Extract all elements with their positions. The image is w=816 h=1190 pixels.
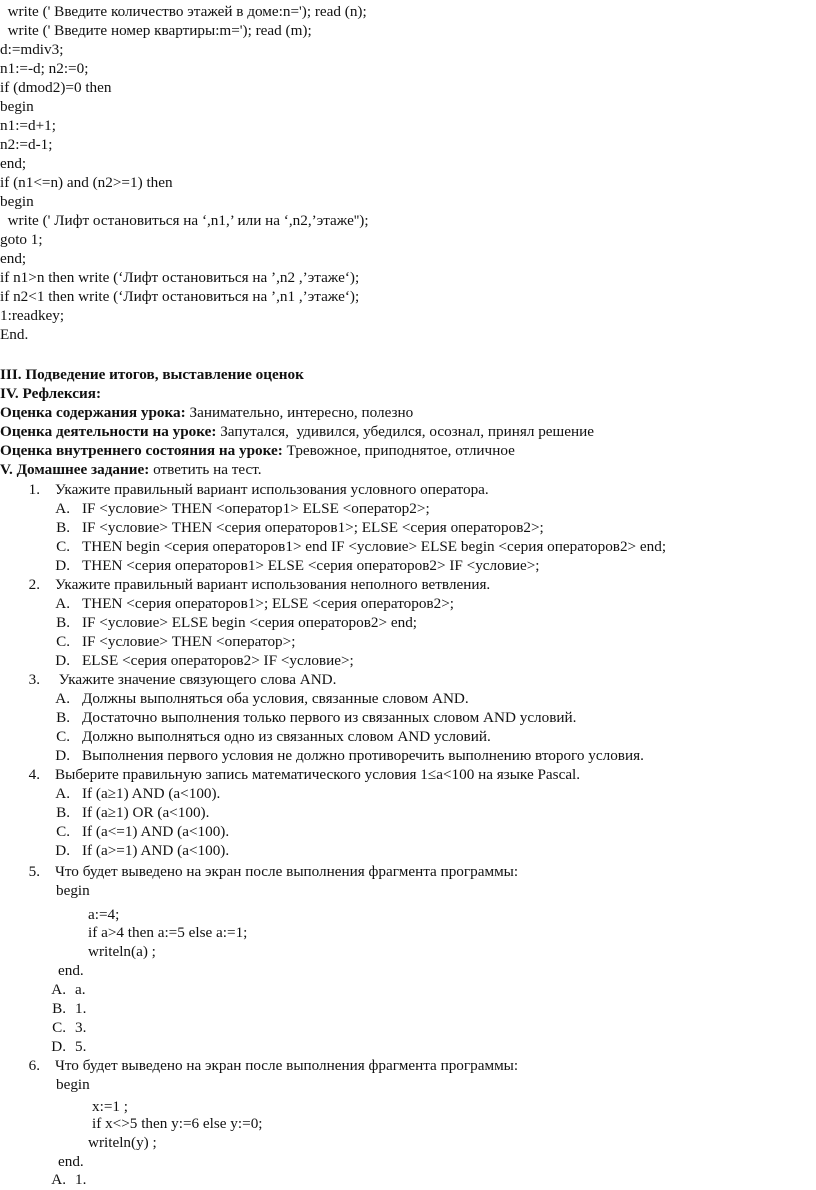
code-line: write (' Введите количество этажей в доме:n='); read (n);	[0, 3, 367, 20]
reflection-label: Оценка внутреннего состояния на уроке:	[0, 442, 283, 459]
reflection-label: Оценка деятельности на уроке:	[0, 423, 217, 440]
question-text: Укажите значение связующего слова AND.	[55, 671, 337, 688]
option-text: If (a>=1) AND (a<100).	[82, 842, 230, 859]
reflection-content-row	[0, 403, 413, 422]
option-letter: B.	[56, 614, 70, 631]
code-line: x:=1 ;	[92, 1098, 128, 1115]
option-letter: A.	[55, 500, 70, 517]
code-line: write (' Введите номер квартиры:m='); read (m);	[0, 22, 312, 39]
question-number: 3.	[28, 671, 40, 688]
question-number: 6.	[28, 1057, 40, 1074]
option-letter: D.	[55, 747, 70, 764]
question-number: 1.	[28, 481, 40, 498]
code-line: writeln(a) ;	[88, 943, 156, 960]
option-text: IF <условие> ELSE begin <серия операторов2> end;	[82, 614, 418, 631]
code-line: end;	[0, 250, 27, 267]
code-line: n1:=-d; n2:=0;	[0, 60, 89, 77]
option-text: If (a≥1) OR (a<100).	[82, 804, 210, 821]
option-text: THEN <серия операторов1> ELSE <серия операторов2> IF <условие>;	[82, 557, 540, 574]
option-text: Должно выполняться одно из связанных словом AND условий.	[82, 728, 491, 745]
option-text: 1.	[75, 1171, 87, 1188]
option-text: THEN begin <серия операторов1> end IF <условие> ELSE begin <серия операторов2> end;	[82, 538, 667, 555]
code-line: end;	[0, 155, 27, 172]
code-line: begin	[0, 193, 34, 210]
option-text: 5.	[75, 1038, 87, 1055]
option-text: a.	[75, 981, 86, 998]
homework-label: V. Домашнее задание:	[0, 461, 150, 478]
reflection-value: Тревожное, приподнятое, отличное	[282, 442, 515, 459]
code-line: if n2<1 then write (‘Лифт остановиться на ’,n1 ,’этаже‘);	[0, 288, 360, 305]
option-letter: B.	[56, 709, 70, 726]
code-line: writeln(y) ;	[88, 1134, 157, 1151]
option-letter: C.	[52, 1019, 66, 1036]
option-letter: C.	[56, 823, 70, 840]
reflection-activity-row	[0, 422, 594, 441]
code-line: begin	[0, 98, 34, 115]
code-line: if n1>n then write (‘Лифт остановиться на ’,n2 ,’этаже‘);	[0, 269, 360, 286]
option-text: IF <условие> THEN <серия операторов1>; ELSE <серия операторов2>;	[82, 519, 544, 536]
option-text: 3.	[75, 1019, 87, 1036]
code-line: n1:=d+1;	[0, 117, 56, 134]
option-text: IF <условие> THEN <оператор>;	[82, 633, 296, 650]
option-letter: D.	[55, 652, 70, 669]
code-line: if x<>5 then y:=6 else y:=0;	[92, 1115, 263, 1132]
reflection-value: Запутался, удивился, убедился, осознал, принял решение	[216, 423, 594, 440]
code-line: write (' Лифт остановиться на ‘,n1,’ или на ‘,n2,’этаже'');	[0, 212, 369, 229]
option-text: THEN <серия операторов1>; ELSE <серия операторов2>;	[82, 595, 454, 612]
option-letter: B.	[56, 804, 70, 821]
section-reflection-heading: IV. Рефлексия:	[0, 385, 102, 402]
code-line: begin	[56, 882, 90, 899]
code-line: end.	[58, 962, 84, 979]
option-text: 1.	[75, 1000, 87, 1017]
option-letter: A.	[55, 690, 70, 707]
reflection-label: Оценка содержания урока:	[0, 404, 186, 421]
code-line: goto 1;	[0, 231, 43, 248]
code-line: end.	[58, 1153, 84, 1170]
question-number: 2.	[28, 576, 40, 593]
code-line: if a>4 then a:=5 else a:=1;	[88, 924, 248, 941]
option-letter: A.	[55, 785, 70, 802]
option-text: If (a≥1) AND (a<100).	[82, 785, 221, 802]
option-letter: B.	[56, 519, 70, 536]
code-line: if (n1<=n) and (n2>=1) then	[0, 174, 173, 191]
code-line: if (dmod2)=0 then	[0, 79, 112, 96]
option-text: Достаточно выполнения только первого из связанных словом AND условий.	[82, 709, 577, 726]
option-letter: B.	[52, 1000, 66, 1017]
code-line: End.	[0, 326, 29, 343]
code-line: 1:readkey;	[0, 307, 65, 324]
question-number: 4.	[28, 766, 40, 783]
reflection-value: Занимательно, интересно, полезно	[185, 404, 414, 421]
option-text: Выполнения первого условия не должно противоречить выполнению второго условия.	[82, 747, 644, 764]
question-number: 5.	[28, 863, 40, 880]
option-letter: A.	[51, 981, 66, 998]
option-letter: A.	[51, 1171, 66, 1188]
option-letter: C.	[56, 538, 70, 555]
homework-row	[0, 460, 262, 479]
question-text: Что будет выведено на экран после выполнения фрагмента программы:	[55, 1057, 519, 1074]
question-text: Укажите правильный вариант использования условного оператора.	[55, 481, 489, 498]
option-text: Должны выполняться оба условия, связанные словом AND.	[82, 690, 469, 707]
option-letter: C.	[56, 728, 70, 745]
option-letter: D.	[55, 557, 70, 574]
option-text: ELSE <серия операторов2> IF <условие>;	[82, 652, 354, 669]
question-text: Выберите правильную запись математического условия 1≤a<100 на языке Pascal.	[55, 766, 581, 783]
option-letter: A.	[55, 595, 70, 612]
code-line: a:=4;	[88, 906, 120, 923]
code-line: begin	[56, 1076, 90, 1093]
code-line: d:=mdiv3;	[0, 41, 64, 58]
option-text: IF <условие> THEN <оператор1> ELSE <оператор2>;	[82, 500, 430, 517]
section-summary-heading: III. Подведение итогов, выставление оценок	[0, 366, 304, 383]
code-line: n2:=d-1;	[0, 136, 53, 153]
option-letter: D.	[55, 842, 70, 859]
question-text: Укажите правильный вариант использования неполного ветвления.	[55, 576, 491, 593]
option-letter: C.	[56, 633, 70, 650]
reflection-state-row	[0, 441, 515, 460]
option-text: If (a<=1) AND (a<100).	[82, 823, 230, 840]
homework-text: ответить на тест.	[149, 461, 262, 478]
question-text: Что будет выведено на экран после выполнения фрагмента программы:	[55, 863, 519, 880]
option-letter: D.	[51, 1038, 66, 1055]
